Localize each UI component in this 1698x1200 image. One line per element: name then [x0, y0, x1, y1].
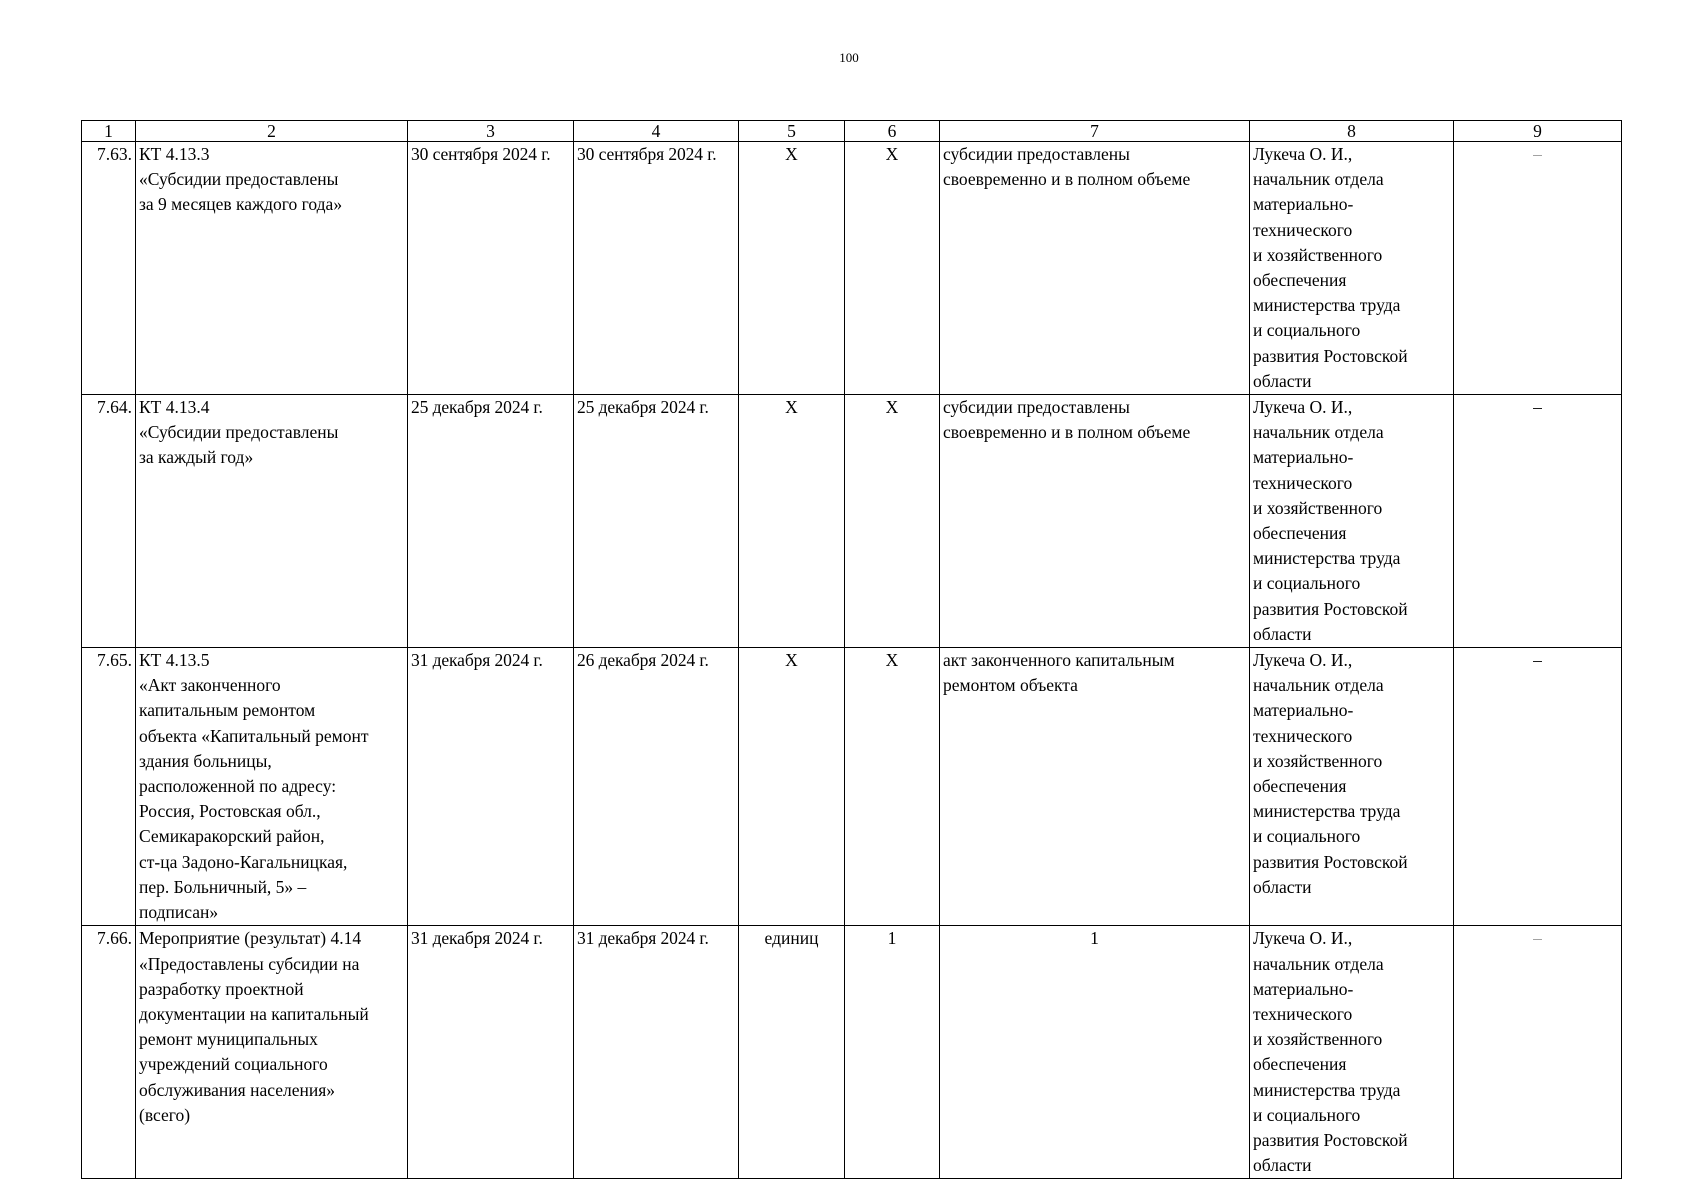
- actual-date: 30 сентября 2024 г.: [574, 142, 739, 395]
- column-header: 2: [136, 121, 408, 142]
- actual-date: 31 декабря 2024 г.: [574, 926, 739, 1179]
- planned-date: 25 декабря 2024 г.: [408, 395, 574, 648]
- planned-date: 30 сентября 2024 г.: [408, 142, 574, 395]
- report-table: [81, 120, 1622, 1179]
- responsible-person: Лукеча О. И., начальник отдела материально- технического и хозяйственного обеспечения министерства труда и социального развития Ростовской области: [1250, 142, 1454, 395]
- note: –: [1454, 142, 1622, 395]
- note: –: [1454, 648, 1622, 926]
- note: –: [1454, 395, 1622, 648]
- unit: X: [739, 395, 845, 648]
- row-number: 7.65.: [82, 648, 136, 926]
- table-row: [82, 395, 1622, 648]
- item-name: КТ 4.13.4 «Субсидии предоставлены за каждый год»: [136, 395, 408, 648]
- item-name: Мероприятие (результат) 4.14 «Предоставлены субсидии на разработку проектной документации на капитальный ремонт муниципальных учреждений социального обслуживания населения» (всего): [136, 926, 408, 1179]
- planned-value: X: [845, 648, 940, 926]
- actual-value: 1: [940, 926, 1250, 1179]
- actual-date: 26 декабря 2024 г.: [574, 648, 739, 926]
- note: –: [1454, 926, 1622, 1179]
- planned-date: 31 декабря 2024 г.: [408, 648, 574, 926]
- header-row: [82, 121, 1622, 142]
- column-header: 3: [408, 121, 574, 142]
- table-row: [82, 926, 1622, 1179]
- column-header: 6: [845, 121, 940, 142]
- planned-value: X: [845, 142, 940, 395]
- actual-date: 25 декабря 2024 г.: [574, 395, 739, 648]
- unit: X: [739, 648, 845, 926]
- row-number: 7.63.: [82, 142, 136, 395]
- responsible-person: Лукеча О. И., начальник отдела материально- технического и хозяйственного обеспечения министерства труда и социального развития Ростовской области: [1250, 648, 1454, 926]
- table-row: [82, 648, 1622, 926]
- item-name: КТ 4.13.3 «Субсидии предоставлены за 9 месяцев каждого года»: [136, 142, 408, 395]
- responsible-person: Лукеча О. И., начальник отдела материально- технического и хозяйственного обеспечения министерства труда и социального развития Ростовской области: [1250, 395, 1454, 648]
- planned-value: X: [845, 395, 940, 648]
- actual-value: акт законченного капитальным ремонтом объекта: [940, 648, 1250, 926]
- column-header: 4: [574, 121, 739, 142]
- page-number: 100: [839, 50, 859, 65]
- responsible-person: Лукеча О. И., начальник отдела материально- технического и хозяйственного обеспечения министерства труда и социального развития Ростовской области: [1250, 926, 1454, 1179]
- column-header: 5: [739, 121, 845, 142]
- item-name: КТ 4.13.5 «Акт законченного капитальным ремонтом объекта «Капитальный ремонт здания больницы, расположенной по адресу: Россия, Ростовская обл., Семикаракорский район, ст-ца Задоно-Кагальницкая, пер. Больничный, 5» – подписан»: [136, 648, 408, 926]
- unit: единиц: [739, 926, 845, 1179]
- unit: X: [739, 142, 845, 395]
- table-row: [82, 142, 1622, 395]
- planned-date: 31 декабря 2024 г.: [408, 926, 574, 1179]
- row-number: 7.64.: [82, 395, 136, 648]
- planned-value: 1: [845, 926, 940, 1179]
- column-header: 9: [1454, 121, 1622, 142]
- column-header: 7: [940, 121, 1250, 142]
- actual-value: субсидии предоставлены своевременно и в полном объеме: [940, 142, 1250, 395]
- column-header: 8: [1250, 121, 1454, 142]
- actual-value: субсидии предоставлены своевременно и в полном объеме: [940, 395, 1250, 648]
- row-number: 7.66.: [82, 926, 136, 1179]
- column-header: 1: [82, 121, 136, 142]
